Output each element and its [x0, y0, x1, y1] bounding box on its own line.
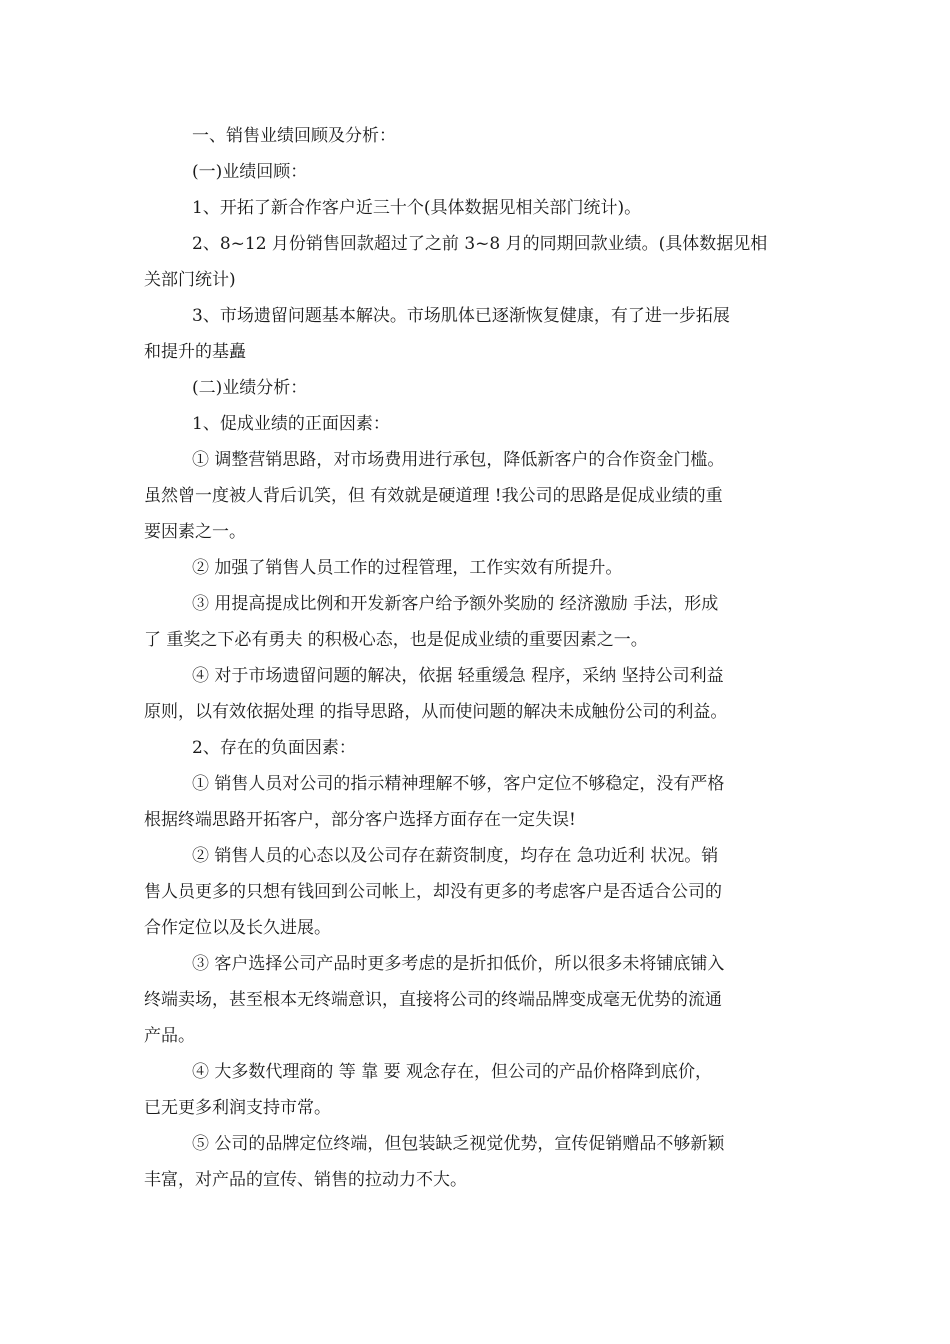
- doc-line: 了 重奖之下必有勇夫 的积极心态，也是促成业绩的重要因素之一。: [144, 630, 648, 650]
- doc-line: ③ 用提高提成比例和开发新客户给予额外奖励的 经济激励 手法，形成: [192, 594, 719, 614]
- doc-line: ② 销售人员的心态以及公司存在薪资制度，均存在 急功近利 状况。销: [192, 846, 719, 866]
- doc-line: 产品。: [144, 1026, 195, 1046]
- doc-line: 1、促成业绩的正面因素：: [192, 414, 390, 434]
- doc-line: ⑤ 公司的品牌定位终端，但包装缺乏视觉优势，宣传促销赠品不够新颖: [192, 1134, 725, 1154]
- doc-line: 原则，以有效依据处理 的指导思路，从而使问题的解决未成触份公司的利益。: [144, 702, 728, 722]
- doc-line: 一、销售业绩回顾及分析：: [192, 126, 396, 146]
- doc-line: 2、存在的负面因素：: [192, 738, 356, 758]
- doc-line: (二)业绩分析：: [192, 378, 308, 398]
- document-body: [144, 118, 804, 1198]
- doc-line: 合作定位以及长久进展。: [144, 918, 331, 938]
- doc-line: 2、8~12 月份销售回款超过了之前 3~8 月的同期回款业绩。(具体数据见相: [192, 234, 768, 254]
- doc-line: 和提升的基矗: [144, 342, 246, 362]
- doc-line: 关部门统计): [144, 270, 236, 290]
- doc-line: ② 加强了销售人员工作的过程管理，工作实效有所提升。: [192, 558, 623, 578]
- doc-line: 根据终端思路开拓客户，部分客户选择方面存在一定失误!: [144, 810, 576, 830]
- doc-line: (一)业绩回顾：: [192, 162, 308, 182]
- doc-line: 丰富，对产品的宣传、销售的拉动力不大。: [144, 1170, 467, 1190]
- doc-line: ① 销售人员对公司的指示精神理解不够，客户定位不够稳定，没有严格: [192, 774, 725, 794]
- doc-line: ① 调整营销思路，对市场费用进行承包，降低新客户的合作资金门槛。: [192, 450, 725, 470]
- doc-line: 虽然曾一度被人背后讥笑，但 有效就是硬道理 !我公司的思路是促成业绩的重: [144, 486, 723, 506]
- doc-line: ③ 客户选择公司产品时更多考虑的是折扣低价，所以很多未将铺底铺入: [192, 954, 725, 974]
- doc-line: ④ 大多数代理商的 等 靠 要 观念存在，但公司的产品价格降到底价，: [192, 1062, 713, 1082]
- doc-line: ④ 对于市场遗留问题的解决，依据 轻重缓急 程序，采纳 坚持公司利益: [192, 666, 724, 686]
- doc-line: 售人员更多的只想有钱回到公司帐上，却没有更多的考虑客户是否适合公司的: [144, 882, 722, 902]
- doc-line: 终端卖场，甚至根本无终端意识，直接将公司的终端品牌变成毫无优势的流通: [144, 990, 722, 1010]
- doc-line: 3、市场遗留问题基本解决。市场肌体已逐渐恢复健康，有了进一步拓展: [192, 306, 730, 326]
- doc-line: 1、开拓了新合作客户近三十个(具体数据见相关部门统计)。: [192, 198, 642, 218]
- doc-line: 要因素之一。: [144, 522, 246, 542]
- doc-line: 已无更多利润支持市常。: [144, 1098, 331, 1118]
